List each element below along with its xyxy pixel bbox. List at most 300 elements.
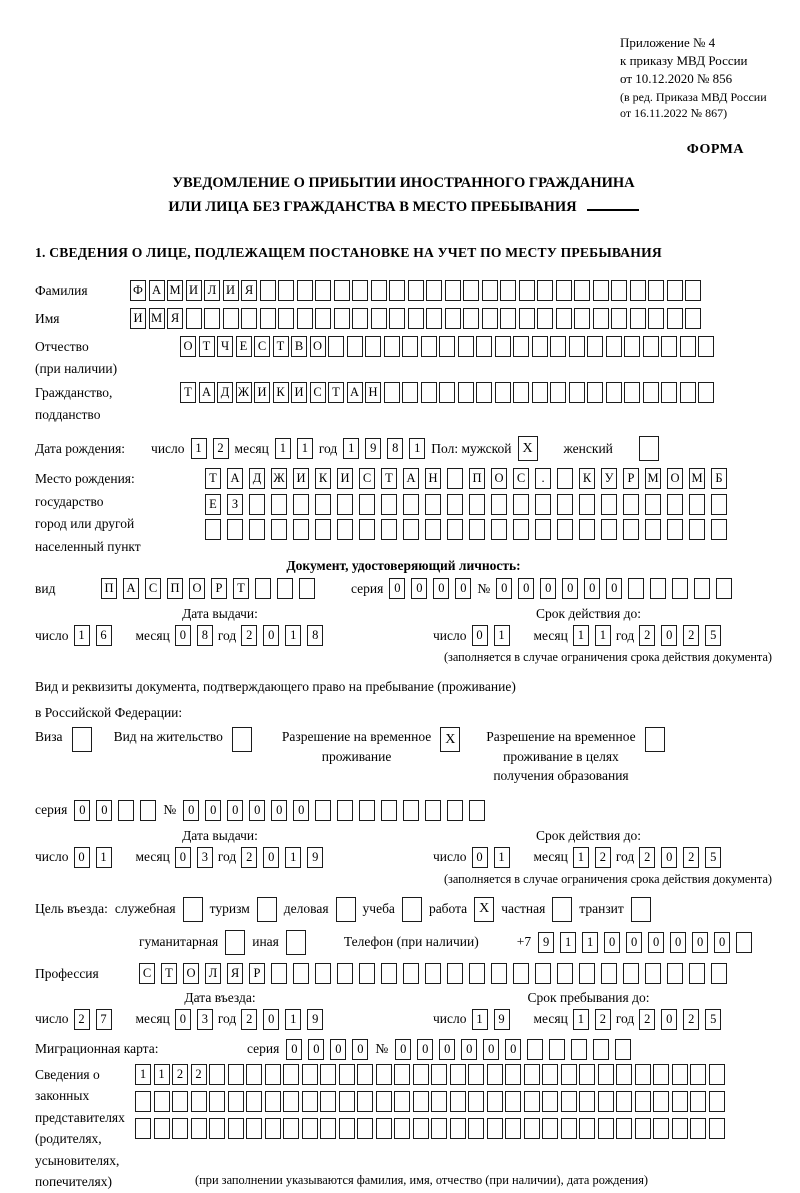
identity-vid-char-box[interactable]: А [123,578,139,599]
citizenship-char-box[interactable] [421,382,437,403]
migration-series-box[interactable]: 0 [308,1039,324,1060]
surname-char-box[interactable] [352,280,368,301]
representatives-char-box[interactable] [413,1091,429,1112]
identity-series-box[interactable]: 0 [433,578,449,599]
birthplace-char-box[interactable] [315,519,331,540]
patronymic-char-box[interactable] [550,336,566,357]
profession-char-box[interactable] [689,963,705,984]
migration-number-box[interactable]: 0 [417,1039,433,1060]
identity-series-box[interactable]: 0 [411,578,427,599]
purpose-official-checkbox[interactable] [183,897,203,922]
representatives-char-box[interactable] [357,1064,373,1085]
representatives-char-box[interactable] [246,1118,262,1139]
citizenship-char-box[interactable] [698,382,714,403]
date-box[interactable]: 1 [74,625,90,646]
surname-char-box[interactable] [334,280,350,301]
date-box[interactable]: 9 [307,1009,323,1030]
birth-year-box[interactable]: 1 [409,438,425,459]
given-name-char-box[interactable] [204,308,220,329]
identity-number-box[interactable] [716,578,732,599]
representatives-char-box[interactable] [228,1118,244,1139]
citizenship-char-box[interactable]: Д [217,382,233,403]
representatives-char-box[interactable] [505,1118,521,1139]
date-box[interactable]: 8 [307,625,323,646]
identity-number-box[interactable]: 0 [584,578,600,599]
given-name-char-box[interactable] [463,308,479,329]
representatives-char-box[interactable] [524,1118,540,1139]
citizenship-char-box[interactable] [624,382,640,403]
representatives-char-box[interactable]: 2 [191,1064,207,1085]
given-name-char-box[interactable] [408,308,424,329]
date-box[interactable]: 2 [639,625,655,646]
birthplace-char-box[interactable] [711,519,727,540]
gender-male-checkbox[interactable]: X [518,436,538,461]
date-box[interactable]: 1 [96,847,112,868]
representatives-char-box[interactable]: 1 [154,1064,170,1085]
surname-char-box[interactable] [630,280,646,301]
birthplace-char-box[interactable] [403,494,419,515]
representatives-char-box[interactable] [598,1118,614,1139]
phone-digit-box[interactable] [736,932,752,953]
citizenship-char-box[interactable] [661,382,677,403]
given-name-char-box[interactable] [685,308,701,329]
birth-year-box[interactable]: 8 [387,438,403,459]
profession-char-box[interactable]: Я [227,963,243,984]
birthplace-char-box[interactable] [425,519,441,540]
representatives-char-box[interactable] [283,1091,299,1112]
birthplace-char-box[interactable]: М [689,468,705,489]
profession-char-box[interactable] [425,963,441,984]
date-box[interactable]: 0 [661,1009,677,1030]
birthplace-char-box[interactable] [293,519,309,540]
birth-month-box[interactable]: 1 [297,438,313,459]
representatives-char-box[interactable] [598,1091,614,1112]
education-residence-checkbox[interactable] [645,727,665,752]
birthplace-char-box[interactable] [337,494,353,515]
migration-number-box[interactable]: 0 [483,1039,499,1060]
birthplace-char-box[interactable] [535,494,551,515]
phone-digit-box[interactable]: 0 [670,932,686,953]
birthplace-char-box[interactable]: У [601,468,617,489]
given-name-char-box[interactable] [574,308,590,329]
surname-char-box[interactable] [500,280,516,301]
birthplace-char-box[interactable]: З [227,494,243,515]
residence-number-box[interactable]: 0 [293,800,309,821]
residence-series-box[interactable] [140,800,156,821]
birthplace-char-box[interactable] [271,519,287,540]
date-box[interactable]: 3 [197,1009,213,1030]
date-box[interactable]: 0 [175,625,191,646]
date-box[interactable]: 1 [285,1009,301,1030]
given-name-char-box[interactable] [667,308,683,329]
representatives-char-box[interactable] [468,1091,484,1112]
birthplace-char-box[interactable]: С [513,468,529,489]
date-box[interactable]: 1 [494,625,510,646]
phone-digit-box[interactable]: 0 [626,932,642,953]
migration-number-box[interactable] [593,1039,609,1060]
representatives-char-box[interactable]: 2 [172,1064,188,1085]
representatives-char-box[interactable] [487,1118,503,1139]
phone-digit-box[interactable]: 1 [582,932,598,953]
representatives-char-box[interactable] [487,1064,503,1085]
phone-digit-box[interactable]: 0 [648,932,664,953]
identity-series-box[interactable]: 0 [455,578,471,599]
birth-day-box[interactable]: 1 [191,438,207,459]
citizenship-char-box[interactable] [680,382,696,403]
birthplace-char-box[interactable] [579,519,595,540]
representatives-char-box[interactable] [653,1091,669,1112]
birthplace-char-box[interactable] [689,494,705,515]
purpose-tourism-checkbox[interactable] [257,897,277,922]
date-box[interactable]: 1 [595,625,611,646]
birthplace-char-box[interactable] [249,519,265,540]
residence-number-box[interactable]: 0 [205,800,221,821]
date-box[interactable]: 5 [705,847,721,868]
migration-number-box[interactable]: 0 [439,1039,455,1060]
birthplace-char-box[interactable]: Е [205,494,221,515]
citizenship-char-box[interactable]: А [347,382,363,403]
given-name-char-box[interactable] [371,308,387,329]
birthplace-char-box[interactable]: И [293,468,309,489]
surname-char-box[interactable] [297,280,313,301]
residence-number-box[interactable] [447,800,463,821]
date-box[interactable]: 2 [683,625,699,646]
date-box[interactable]: 5 [705,625,721,646]
patronymic-char-box[interactable] [532,336,548,357]
purpose-study-checkbox[interactable] [402,897,422,922]
patronymic-char-box[interactable]: О [180,336,196,357]
date-box[interactable]: 0 [263,847,279,868]
purpose-transit-checkbox[interactable] [631,897,651,922]
birthplace-char-box[interactable]: К [315,468,331,489]
residence-number-box[interactable]: 0 [183,800,199,821]
birthplace-char-box[interactable] [359,519,375,540]
profession-char-box[interactable] [513,963,529,984]
date-box[interactable]: 0 [661,625,677,646]
representatives-char-box[interactable] [191,1091,207,1112]
date-box[interactable]: 2 [241,1009,257,1030]
date-box[interactable]: 0 [472,625,488,646]
representatives-char-box[interactable] [413,1064,429,1085]
birthplace-char-box[interactable]: Б [711,468,727,489]
purpose-work-checkbox[interactable] [474,897,494,922]
residence-number-box[interactable] [469,800,485,821]
surname-char-box[interactable] [445,280,461,301]
birthplace-char-box[interactable] [447,494,463,515]
representatives-char-box[interactable] [265,1064,281,1085]
profession-char-box[interactable]: С [139,963,155,984]
citizenship-char-box[interactable] [384,382,400,403]
surname-char-box[interactable] [371,280,387,301]
identity-vid-char-box[interactable]: С [145,578,161,599]
given-name-char-box[interactable] [500,308,516,329]
representatives-char-box[interactable] [339,1091,355,1112]
given-name-char-box[interactable] [389,308,405,329]
representatives-char-box[interactable] [228,1091,244,1112]
birthplace-char-box[interactable]: О [491,468,507,489]
representatives-char-box[interactable] [542,1091,558,1112]
given-name-char-box[interactable] [519,308,535,329]
date-box[interactable]: 0 [74,847,90,868]
date-box[interactable]: 8 [197,625,213,646]
migration-series-box[interactable]: 0 [330,1039,346,1060]
patronymic-char-box[interactable] [680,336,696,357]
citizenship-char-box[interactable]: Н [365,382,381,403]
birthplace-char-box[interactable] [403,519,419,540]
representatives-char-box[interactable] [302,1118,318,1139]
birthplace-char-box[interactable]: А [403,468,419,489]
birthplace-char-box[interactable] [557,468,573,489]
given-name-char-box[interactable] [482,308,498,329]
profession-char-box[interactable]: Л [205,963,221,984]
date-box[interactable]: 1 [573,1009,589,1030]
date-box[interactable]: 2 [683,847,699,868]
migration-number-box[interactable]: 0 [395,1039,411,1060]
representatives-char-box[interactable] [505,1064,521,1085]
date-box[interactable]: 0 [175,847,191,868]
representatives-char-box[interactable] [191,1118,207,1139]
birthplace-char-box[interactable] [667,494,683,515]
surname-char-box[interactable]: А [149,280,165,301]
birthplace-char-box[interactable] [469,494,485,515]
birthplace-char-box[interactable] [491,519,507,540]
representatives-char-box[interactable] [690,1091,706,1112]
identity-number-box[interactable]: 0 [496,578,512,599]
purpose-transit-checkbox[interactable] [631,897,651,922]
date-box[interactable]: 2 [595,1009,611,1030]
citizenship-char-box[interactable] [439,382,455,403]
temporary-residence-checkbox[interactable] [440,727,460,752]
given-name-char-box[interactable] [537,308,553,329]
residence-number-box[interactable] [315,800,331,821]
residence-series-box[interactable] [118,800,134,821]
birthplace-char-box[interactable] [557,494,573,515]
birthplace-char-box[interactable]: . [535,468,551,489]
residence-number-box[interactable] [403,800,419,821]
representatives-char-box[interactable] [524,1064,540,1085]
purpose-private-checkbox[interactable] [552,897,572,922]
date-box[interactable]: 1 [285,625,301,646]
surname-char-box[interactable] [408,280,424,301]
representatives-char-box[interactable] [709,1064,725,1085]
residence-number-box[interactable]: 0 [249,800,265,821]
birthplace-char-box[interactable] [447,468,463,489]
temporary-residence-checkbox[interactable]: X [440,727,460,752]
profession-char-box[interactable]: О [183,963,199,984]
patronymic-char-box[interactable]: Ч [217,336,233,357]
purpose-official-checkbox[interactable] [183,897,203,922]
identity-number-box[interactable] [672,578,688,599]
profession-char-box[interactable] [337,963,353,984]
birthplace-char-box[interactable]: И [337,468,353,489]
patronymic-char-box[interactable] [476,336,492,357]
birthplace-char-box[interactable] [205,519,221,540]
representatives-char-box[interactable] [468,1064,484,1085]
given-name-char-box[interactable] [315,308,331,329]
identity-vid-char-box[interactable] [299,578,315,599]
surname-char-box[interactable] [519,280,535,301]
representatives-char-box[interactable] [431,1118,447,1139]
purpose-other-checkbox[interactable] [286,930,306,955]
birthplace-char-box[interactable] [513,494,529,515]
purpose-humanitarian-checkbox[interactable] [225,930,245,955]
citizenship-char-box[interactable] [587,382,603,403]
patronymic-char-box[interactable]: В [291,336,307,357]
representatives-char-box[interactable] [450,1091,466,1112]
birthplace-char-box[interactable]: М [645,468,661,489]
representatives-char-box[interactable]: 1 [135,1064,151,1085]
birthplace-char-box[interactable] [337,519,353,540]
identity-number-box[interactable]: 0 [562,578,578,599]
date-box[interactable]: 0 [472,847,488,868]
purpose-private-checkbox[interactable] [552,897,572,922]
residence-number-box[interactable] [425,800,441,821]
patronymic-char-box[interactable] [495,336,511,357]
phone-digit-box[interactable]: 9 [538,932,554,953]
identity-vid-char-box[interactable] [255,578,271,599]
birthplace-char-box[interactable] [579,494,595,515]
representatives-char-box[interactable] [690,1064,706,1085]
profession-char-box[interactable] [557,963,573,984]
date-box[interactable]: 2 [241,847,257,868]
profession-char-box[interactable] [315,963,331,984]
date-box[interactable]: 0 [263,1009,279,1030]
representatives-char-box[interactable] [579,1091,595,1112]
birthplace-char-box[interactable]: Ж [271,468,287,489]
patronymic-char-box[interactable] [606,336,622,357]
surname-char-box[interactable] [537,280,553,301]
citizenship-char-box[interactable] [550,382,566,403]
representatives-char-box[interactable] [616,1064,632,1085]
phone-digit-box[interactable]: 0 [714,932,730,953]
surname-char-box[interactable] [463,280,479,301]
date-box[interactable]: 9 [307,847,323,868]
date-box[interactable]: 0 [175,1009,191,1030]
date-box[interactable]: 2 [639,1009,655,1030]
birthplace-char-box[interactable] [667,519,683,540]
profession-char-box[interactable] [447,963,463,984]
patronymic-char-box[interactable]: Т [273,336,289,357]
given-name-char-box[interactable] [260,308,276,329]
given-name-char-box[interactable] [241,308,257,329]
citizenship-char-box[interactable] [476,382,492,403]
profession-char-box[interactable] [359,963,375,984]
phone-digit-box[interactable]: 1 [560,932,576,953]
date-box[interactable]: 1 [573,625,589,646]
given-name-char-box[interactable] [630,308,646,329]
identity-series-box[interactable]: 0 [389,578,405,599]
gender-female-checkbox[interactable] [639,436,659,461]
given-name-char-box[interactable]: И [130,308,146,329]
identity-number-box[interactable] [650,578,666,599]
representatives-char-box[interactable] [561,1064,577,1085]
given-name-char-box[interactable] [426,308,442,329]
representatives-char-box[interactable] [339,1064,355,1085]
surname-char-box[interactable]: Л [204,280,220,301]
citizenship-char-box[interactable]: И [291,382,307,403]
identity-number-box[interactable] [694,578,710,599]
given-name-char-box[interactable] [648,308,664,329]
residence-series-box[interactable]: 0 [74,800,90,821]
birthplace-char-box[interactable] [623,494,639,515]
given-name-char-box[interactable] [278,308,294,329]
representatives-char-box[interactable] [302,1091,318,1112]
representatives-char-box[interactable] [302,1064,318,1085]
purpose-tourism-checkbox[interactable] [257,897,277,922]
birthplace-char-box[interactable]: О [667,468,683,489]
citizenship-char-box[interactable] [532,382,548,403]
birthplace-char-box[interactable] [491,494,507,515]
representatives-char-box[interactable] [154,1118,170,1139]
representatives-char-box[interactable] [672,1091,688,1112]
date-box[interactable]: 2 [241,625,257,646]
identity-vid-char-box[interactable]: Т [233,578,249,599]
patronymic-char-box[interactable] [624,336,640,357]
representatives-char-box[interactable] [487,1091,503,1112]
surname-char-box[interactable]: И [223,280,239,301]
patronymic-char-box[interactable] [421,336,437,357]
patronymic-char-box[interactable] [458,336,474,357]
date-box[interactable]: 7 [96,1009,112,1030]
representatives-char-box[interactable] [505,1091,521,1112]
profession-char-box[interactable] [645,963,661,984]
representatives-char-box[interactable] [135,1091,151,1112]
patronymic-char-box[interactable] [661,336,677,357]
patronymic-char-box[interactable] [643,336,659,357]
representatives-char-box[interactable] [394,1091,410,1112]
birthplace-char-box[interactable]: Т [381,468,397,489]
representatives-char-box[interactable] [653,1118,669,1139]
birthplace-char-box[interactable]: Н [425,468,441,489]
representatives-char-box[interactable] [431,1091,447,1112]
patronymic-char-box[interactable]: Т [199,336,215,357]
representatives-char-box[interactable] [468,1118,484,1139]
surname-char-box[interactable] [260,280,276,301]
date-box[interactable]: 0 [661,847,677,868]
representatives-char-box[interactable] [690,1118,706,1139]
birthplace-char-box[interactable] [425,494,441,515]
profession-char-box[interactable] [535,963,551,984]
migration-number-box[interactable] [527,1039,543,1060]
representatives-char-box[interactable] [635,1091,651,1112]
representatives-char-box[interactable] [209,1091,225,1112]
citizenship-char-box[interactable]: Т [328,382,344,403]
residence-series-box[interactable]: 0 [96,800,112,821]
surname-char-box[interactable]: М [167,280,183,301]
birthplace-char-box[interactable] [315,494,331,515]
representatives-char-box[interactable] [228,1064,244,1085]
given-name-char-box[interactable] [593,308,609,329]
given-name-char-box[interactable] [445,308,461,329]
citizenship-char-box[interactable]: А [199,382,215,403]
patronymic-char-box[interactable] [587,336,603,357]
citizenship-char-box[interactable]: С [310,382,326,403]
surname-char-box[interactable] [611,280,627,301]
birthplace-char-box[interactable] [271,494,287,515]
date-box[interactable]: 3 [197,847,213,868]
surname-char-box[interactable] [389,280,405,301]
birthplace-char-box[interactable] [623,519,639,540]
birthplace-char-box[interactable] [645,519,661,540]
date-box[interactable]: 1 [573,847,589,868]
representatives-char-box[interactable] [265,1118,281,1139]
identity-vid-char-box[interactable]: Р [211,578,227,599]
representatives-char-box[interactable] [598,1064,614,1085]
representatives-char-box[interactable] [376,1118,392,1139]
representatives-char-box[interactable] [246,1064,262,1085]
visa-checkbox[interactable] [72,727,92,752]
representatives-char-box[interactable] [635,1064,651,1085]
